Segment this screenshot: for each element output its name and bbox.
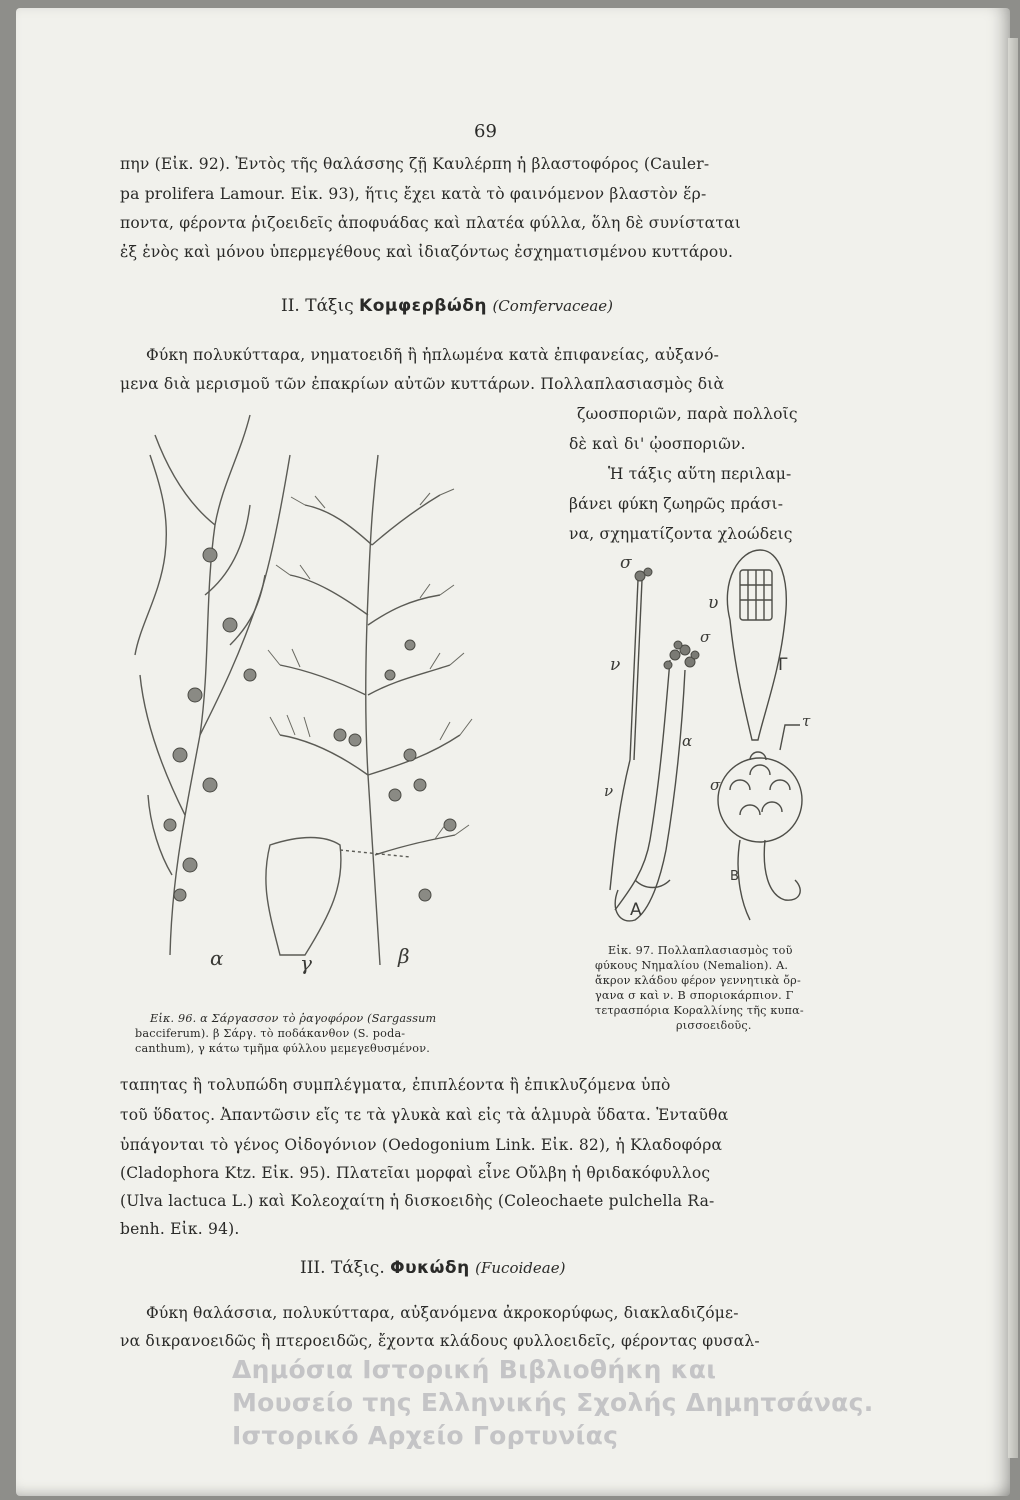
- section-numeral: II. Τάξις: [281, 296, 354, 316]
- figure97-caption-line: γανα σ καὶ ν. B σποριοκάρπιον. Γ: [595, 989, 794, 1002]
- label-nu-2: ν: [604, 782, 614, 800]
- section-name: Κομφερβώδη: [359, 296, 488, 316]
- label-nu-1: ν: [610, 655, 621, 675]
- label-B: B: [730, 869, 739, 884]
- watermark-line: Ιστορικό Αρχείο Γορτυνίας: [232, 1421, 619, 1450]
- paragraph2-side-line: να, σχηματίζοντα χλοώδεις: [569, 525, 793, 543]
- label-Gamma: Γ: [778, 655, 788, 675]
- paragraph3-line: benh. Εἰκ. 94).: [120, 1220, 240, 1238]
- figure97-caption-line: ἄκρον κλάδου φέρον γεννητικὰ ὄρ-: [595, 974, 801, 987]
- figure-96-illustration: [110, 395, 570, 995]
- figure97-caption-line: τετρασπόρια Κοραλλίνης τῆς κυπα-: [595, 1004, 804, 1017]
- paragraph2-line: Φύκη πολυκύτταρα, νηματοειδῆ ἢ ἡπλωμένα κατὰ ἐπιφανείας, αὐξανό-: [146, 346, 720, 364]
- figure96-caption-line: canthum), γ κάτω τμῆμα φύλλου μεμεγεθυσμένον.: [135, 1042, 430, 1055]
- label-beta: β: [398, 944, 410, 968]
- label-A: A: [630, 900, 642, 920]
- figure97-caption-line: ρισσοειδοῦς.: [676, 1019, 752, 1032]
- page-number: 69: [474, 121, 497, 142]
- paragraph1-line: πην (Εἰκ. 92). Ἐντὸς τῆς θαλάσσης ζῇ Καυλέρπη ἡ βλαστοφόρος (Cauler-: [120, 155, 710, 173]
- figure97-caption-line: φύκους Νημαλίου (Nemalion). A.: [595, 959, 789, 972]
- watermark-line: Μουσείο της Ελληνικής Σχολής Δημητσάνας.: [232, 1388, 874, 1417]
- figure96-caption-line: bacciferum). β Σάργ. τὸ ποδάκανθον (S. poda-: [135, 1027, 406, 1040]
- paragraph2-side-line: βάνει φύκη ζωηρῶς πράσι-: [569, 495, 784, 513]
- paragraph4-line: να δικρανοειδῶς ἢ πτεροειδῶς, ἔχοντα κλάδους φυλλοειδεῖς, φέροντας φυσαλ-: [120, 1332, 760, 1350]
- section-heading-2: [281, 296, 613, 316]
- section-numeral: III. Τάξις.: [300, 1258, 385, 1278]
- paragraph1-line: pa prolifera Lamour. Εἰκ. 93), ἥτις ἔχει κατὰ τὸ φαινόμενον βλαστὸν ἕρ-: [120, 185, 707, 203]
- section-latin: (Comfervaceae): [492, 297, 614, 315]
- paragraph3-line: ταπητας ἢ τολυπώδη συμπλέγματα, ἐπιπλέοντα ἢ ἐπικλυζόμενα ὑπὸ: [120, 1076, 671, 1094]
- section-name: Φυκώδη: [390, 1258, 470, 1278]
- figure97-caption-line: Εἰκ. 97. Πολλαπλασιασμὸς τοῦ: [608, 944, 793, 957]
- section-latin: (Fucoideae): [475, 1259, 566, 1277]
- paragraph1-line: ποντα, φέροντα ῥιζοειδεῖς ἀποφυάδας καὶ πλατέα φύλλα, ὅλη δὲ συνίσταται: [120, 214, 742, 232]
- paragraph3-line: ὑπάγονται τὸ γένος Οἰδογόνιον (Oedogonium Link. Εἰκ. 82), ἡ Κλαδοφόρα: [120, 1136, 723, 1154]
- label-sigma-2: σ: [700, 628, 711, 646]
- paragraph3-line: τοῦ ὕδατος. Ἀπαντῶσιν εἴς τε τὰ γλυκὰ καὶ εἰς τὰ ἁλμυρὰ ὕδατα. Ἐνταῦθα: [120, 1106, 729, 1124]
- section-heading-3: [300, 1258, 565, 1278]
- label-gamma: γ: [300, 951, 312, 975]
- paragraph2-side-line: δὲ καὶ δι' ᾠοσποριῶν.: [569, 435, 746, 453]
- paragraph1-line: ἐξ ἑνὸς καὶ μόνου ὑπερμεγέθους καὶ ἰδιαζόντως ἐσχηματισμένου κυττάρου.: [120, 243, 734, 261]
- paragraph3-line: (Ulva lactuca L.) καὶ Κολεοχαίτη ἡ δισκοειδὴς (Coleochaete pulchella Ra-: [120, 1192, 715, 1210]
- label-alpha: α: [210, 946, 224, 970]
- label-upsilon: υ: [708, 593, 719, 613]
- paragraph4-line: Φύκη θαλάσσια, πολυκύτταρα, αὐξανόμενα ἀκροκορύφως, διακλαδιζόμε-: [146, 1304, 739, 1322]
- figure96-caption-line: Εἰκ. 96. α Σάργασσον τὸ ῥαγοφόρον (Sargassum: [150, 1012, 437, 1025]
- paragraph2-line: μενα διὰ μερισμοῦ τῶν ἐπακρίων αὐτῶν κυττάρων. Πολλαπλασιασμὸς διὰ: [120, 375, 725, 393]
- paragraph2-side-line: ζωοσποριῶν, παρὰ πολλοῖς: [577, 405, 798, 423]
- paragraph3-line: (Cladophora Ktz. Εἰκ. 95). Πλατεῖαι μορφαὶ εἶνε Οὔλβη ἡ θριδακόφυλλος: [120, 1164, 711, 1182]
- page-edge: [1008, 38, 1018, 1458]
- label-tau: τ: [802, 712, 811, 730]
- watermark-line: Δημόσια Ιστορική Βιβλιοθήκη και: [232, 1355, 717, 1384]
- label-sigma-3: σ: [710, 776, 721, 794]
- figure-97-illustration: [590, 540, 850, 940]
- paragraph2-side-line: Ἡ τάξις αὕτη περιλαμ-: [608, 465, 792, 483]
- label-sigma-1: σ: [620, 553, 632, 573]
- label-alpha-97: α: [682, 732, 693, 750]
